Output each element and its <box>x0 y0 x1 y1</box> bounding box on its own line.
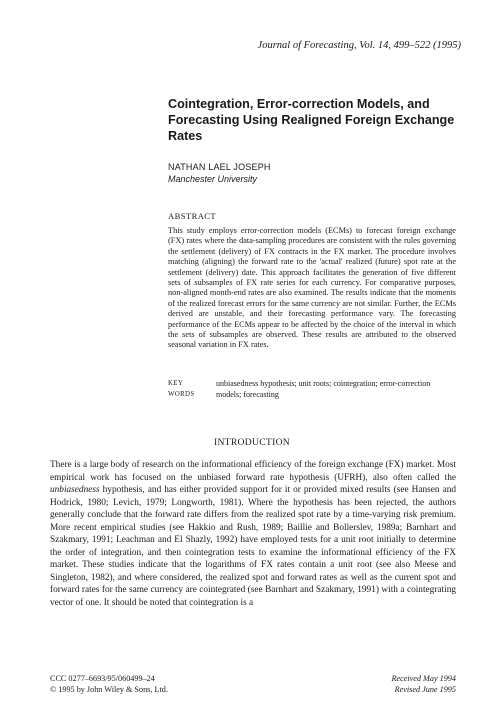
keywords-label: KEY WORDS <box>168 380 195 398</box>
intro-text-part-2: hypothesis, and has either provided support for it or provided mixed results (see Hansen and Hodrick, 1980; Levich, 1979; Longworth, 1981). Where the hypothesis has been rejected, the authors generally conclude that the forward rate differs from the realized spot rate by a time-varying risk premium. More recent empirical studies (see Hakkio and Rush, 1989; Baillie and Bollerslev, 1989a; Barnhart and Szakmary, 1991; Leachman and El Shazly, 1992) have employed tests for a unit root initially to determine the order of integration, and then cointegration tests to examine the informational efficiency of the FX market. These studies indicate that the logarithms of FX rates contain a unit root (see also Meese and Singleton, 1982), and where considered, the realized spot and forward rates as well as the current spot and forward rates for the same currency are cointegrated (see Barnhart and Szakmary, 1991) with a cointegrating vector of one. It should be noted that cointegration is a <box>50 485 456 609</box>
keywords-list: unbiasedness hypothesis; unit roots; cointegration; error-correction models; forecasting <box>216 379 431 399</box>
footer-copyright-block <box>50 673 168 695</box>
footer-dates-block <box>391 673 456 695</box>
section-heading-introduction: INTRODUCTION <box>213 437 291 448</box>
abstract-text: This study employs error-correction models (ECMs) to forecast foreign exchange (FX) rates where the data-sampling procedures are consistent with the rules governing the settlement (delivery) of FX contracts in the FX market. The procedure involves matching (aligning) the forward rate to the 'actual' realized (future) spot rate at the settlement (delivery) date. This approach facilitates the generation of five different sets of subsamples of FX rate series for each currency. For comparative purposes, non-aligned month-end rates are also examined. The results indicate that the moments of the realized forecast errors for the same currency are not similar. Further, the ECMs derived are unstable, and their forecasting performance vary. The forecasting performance of the ECMs appear to be affected by the choice of the interval in which the sets of subsamples are observed. These results are attributed to the observed seasonal variation in FX rates. <box>168 226 456 350</box>
copyright-line: © 1995 by John Wiley & Sons, Ltd. <box>50 685 168 694</box>
intro-italic-term: unbiasedness <box>50 485 100 496</box>
intro-text-part-1: There is a large body of research on the informational efficiency of the foreign exchange (FX) market. Most empirical work has focused on the unbiased forward rate hypothesis (UFRH), also often called the <box>50 460 456 483</box>
ccc-code: CCC 0277–6693/95/060499–24 <box>50 674 155 683</box>
abstract-heading: ABSTRACT <box>168 211 217 221</box>
author-affiliation: Manchester University <box>168 174 258 184</box>
received-date: Received May 1994 <box>391 674 456 683</box>
introduction-paragraph <box>50 459 456 610</box>
keywords <box>168 379 458 400</box>
article-title: Cointegration, Error-correction Models, and Forecasting Using Realigned Foreign Exchange Rates <box>168 97 455 143</box>
journal-citation: Journal of Forecasting, Vol. 14, 499–522 (1995) <box>257 40 461 51</box>
revised-date: Revised June 1995 <box>394 685 456 694</box>
author-name: NATHAN LAEL JOSEPH <box>168 162 271 172</box>
